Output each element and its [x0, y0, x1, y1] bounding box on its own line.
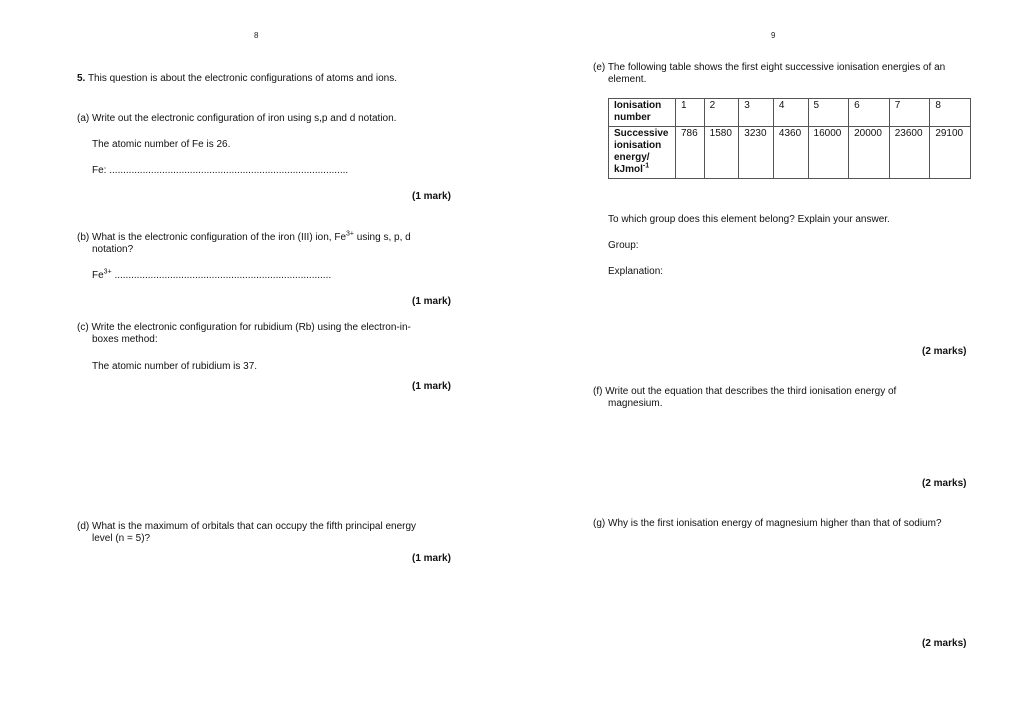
part-e-question-line2: element.: [608, 74, 647, 85]
header-line: Ionisation: [614, 100, 662, 111]
table-cell: 20000: [849, 127, 890, 179]
part-a-answer-dots: ......................................................................................: [109, 165, 349, 176]
part-b-answer-prefix: Fe: [92, 270, 104, 281]
table-row-ionisation-number: [609, 99, 971, 127]
part-a-info: The atomic number of Fe is 26.: [92, 139, 231, 150]
part-e-question-line1: (e) The following table shows the first eight successive ionisation energies of an: [593, 62, 946, 73]
part-c-marks: (1 mark): [412, 381, 451, 392]
table-cell: 29100: [930, 127, 971, 179]
part-a-question: (a) Write out the electronic configuration of iron using s,p and d notation.: [77, 113, 397, 124]
table-cell: 16000: [808, 127, 849, 179]
part-e-explanation-label: Explanation:: [608, 266, 664, 277]
question-number: 5.: [77, 73, 86, 84]
header-line: number: [614, 112, 651, 123]
part-f-question-line1: (f) Write out the equation that describes the third ionisation energy of: [593, 386, 897, 397]
table-cell: 5: [808, 99, 849, 127]
part-b-question-start: (b) What is the electronic configuration of the iron (III) ion, Fe: [77, 232, 347, 243]
table-row-successive-ionisation-energy: [609, 127, 971, 179]
table-cell: 6: [849, 99, 890, 127]
part-f-question-line2: magnesium.: [608, 398, 663, 409]
part-g-marks: (2 marks): [922, 638, 967, 649]
part-e-group-label: Group:: [608, 240, 639, 251]
header-line: ionisation: [614, 140, 662, 151]
part-b-answer-dots: ..............................................................................: [114, 270, 332, 281]
table-header-successive-ionisation-energy: [609, 127, 676, 179]
table-cell: 1580: [704, 127, 739, 179]
header-line: Successive: [614, 128, 669, 139]
header-unit: kJmol: [614, 164, 643, 175]
part-e-prompt: To which group does this element belong? Explain your answer.: [608, 214, 890, 225]
table-cell: 3230: [739, 127, 774, 179]
part-b-question-line2: notation?: [92, 244, 134, 255]
table-cell: 8: [930, 99, 971, 127]
part-c-question-line2: boxes method:: [92, 334, 158, 345]
table-cell: 4360: [773, 127, 808, 179]
question-5-intro: [77, 73, 397, 85]
table-cell: 1: [676, 99, 705, 127]
table-header-ionisation-number: [609, 99, 676, 127]
part-a-answer-prefix: Fe:: [92, 165, 107, 176]
table-cell: 786: [676, 127, 705, 179]
question-intro-text: This question is about the electronic configurations of atoms and ions.: [87, 73, 398, 84]
part-b-answer-sup: 3+: [103, 268, 112, 276]
part-d-question-line2: level (n = 5)?: [92, 533, 151, 544]
part-f-marks: (2 marks): [922, 478, 967, 489]
part-b-marks: (1 mark): [412, 296, 451, 307]
header-line: energy/: [614, 152, 650, 163]
table-cell: 23600: [889, 127, 930, 179]
table-cell: 7: [889, 99, 930, 127]
table-cell: 3: [739, 99, 774, 127]
part-g-question: (g) Why is the first ionisation energy of magnesium higher than that of sodium?: [593, 518, 942, 529]
part-c-info: The atomic number of rubidium is 37.: [92, 361, 258, 372]
header-unit-sup: -1: [642, 162, 650, 170]
part-b-question-end: using s, p, d: [354, 232, 411, 243]
page-number-left: 8: [254, 31, 259, 40]
table-cell: 2: [704, 99, 739, 127]
ionisation-energy-table: [608, 98, 971, 179]
part-e-marks: (2 marks): [922, 346, 967, 357]
table-cell: 4: [773, 99, 808, 127]
part-a-marks: (1 mark): [412, 191, 451, 202]
part-d-question-line1: (d) What is the maximum of orbitals that can occupy the fifth principal energy: [77, 521, 417, 532]
part-d-marks: (1 mark): [412, 553, 451, 564]
part-b-question-line1: [77, 232, 411, 244]
part-c-question-line1: (c) Write the electronic configuration for rubidium (Rb) using the electron-in-: [77, 322, 411, 333]
part-b-question-sup: 3+: [346, 230, 354, 238]
part-b-answer-line[interactable]: [92, 270, 331, 282]
page-number-right: 9: [771, 31, 776, 40]
part-a-answer-line[interactable]: [92, 165, 348, 177]
